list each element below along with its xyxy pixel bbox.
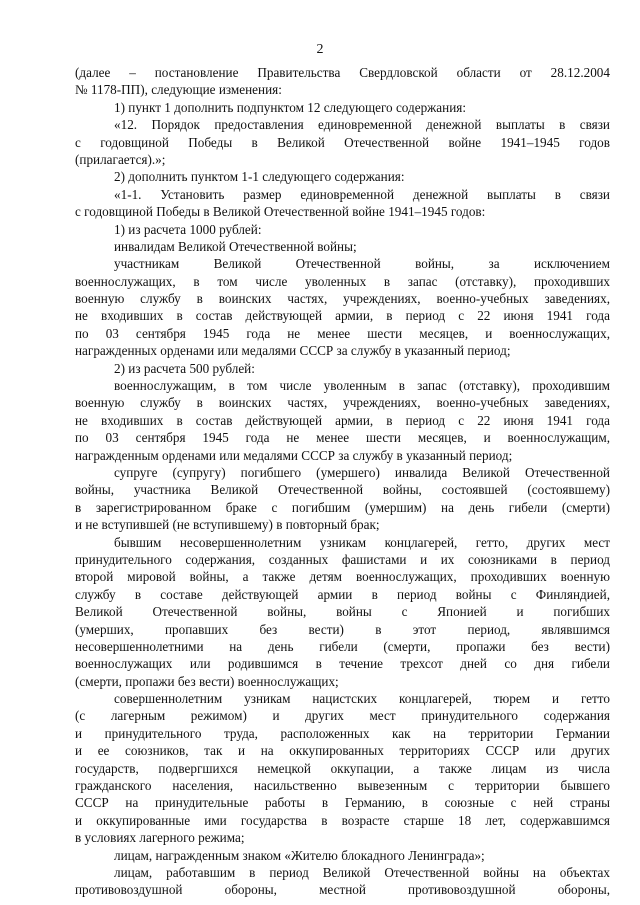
text-line: с годовщиной Победы в Великой Отечественной войне 1941–1945 годов	[75, 134, 610, 150]
text-line: военную службу в воинских частях, учреждениях, военно-учебных заведениях,	[75, 291, 610, 307]
text-line: по 03 сентября 1945 года не менее шести месяцев, и военнослужащих,	[75, 325, 610, 341]
text-line: Великой Отечественной войны, войны с Японией и погибших	[75, 604, 610, 620]
text-line: «1-1. Установить размер единовременной денежной выплаты в связи	[114, 186, 610, 202]
text-line: и принудительного труда, расположенных как на территории Германии	[75, 725, 610, 741]
text-line: не входивших в состав действующей армии, в период с 22 июня 1941 года	[75, 412, 610, 428]
text-line: военнослужащих или родившимся в течение трехсот дней со дня гибели	[75, 656, 610, 672]
text-line: 1) из расчета 1000 рублей:	[114, 221, 262, 237]
text-line: бывшим несовершеннолетним узникам концлагерей, гетто, других мест	[114, 534, 610, 550]
page-number: 2	[316, 42, 324, 57]
text-line: военнослужащим, в том числе уволенным в запас (отставку), проходившим	[114, 378, 610, 394]
text-line: службу в составе действующей армии в период войны с Финляндией,	[75, 586, 610, 602]
document-body	[75, 64, 610, 899]
text-line: и оккупированные ими государства в возрасте старше 18 лет, содержавшимся	[75, 812, 610, 828]
text-line: 2) из расчета 500 рублей:	[114, 360, 255, 376]
text-line: (умерших, пропавших без вести) в этот период, являвшимся	[75, 621, 610, 637]
text-line: участникам Великой Отечественной войны, за исключением	[114, 256, 610, 272]
text-line: несовершеннолетними на день гибели (смерти, пропажи без вести)	[75, 638, 610, 654]
text-line: принудительного содержания, созданных фашистами и их союзниками в период	[75, 551, 610, 567]
text-line: противовоздушной обороны, местной противовоздушной обороны,	[75, 882, 610, 898]
text-line: второй мировой войны, а также детям военнослужащих, проходивших военную	[75, 569, 610, 585]
text-line: (с лагерным режимом) и других мест принудительного содержания	[75, 708, 610, 724]
text-line: государств, подвергшихся немецкой оккупации, а также лицам из числа	[75, 760, 610, 776]
text-line: супруге (супругу) погибшего (умершего) инвалида Великой Отечественной	[114, 464, 610, 480]
text-line: совершеннолетним узникам нацистских концлагерей, тюрем и гетто	[114, 691, 610, 707]
text-line: лицам, награжденным знаком «Жителю блокадного Ленинграда»;	[114, 847, 485, 863]
text-line: и не вступившей (не вступившему) в повторный брак;	[75, 517, 380, 533]
text-line: в условиях лагерного режима;	[75, 830, 245, 846]
text-line: № 1178-ПП), следующие изменения:	[75, 82, 282, 98]
text-line: (прилагается).»;	[75, 151, 166, 167]
text-line: войны, участника Великой Отечественной войны, состоявшей (состоявшему)	[75, 482, 610, 498]
text-line: военную службу в воинских частях, учреждениях, военно-учебных заведениях,	[75, 395, 610, 411]
text-line: и ее союзников, так и на оккупированных территориях СССР или других	[75, 743, 610, 759]
text-line: 1) пункт 1 дополнить подпунктом 12 следующего содержания:	[114, 99, 466, 115]
text-line: не входивших в состав действующей армии, в период с 22 июня 1941 года	[75, 308, 610, 324]
text-line: (далее – постановление Правительства Свердловской области от 28.12.2004	[75, 65, 610, 80]
text-line: награжденных орденами или медалями СССР за службу в указанный период;	[75, 343, 511, 359]
text-line: лицам, работавшим в период Великой Отечественной войны на объектах	[114, 864, 610, 880]
text-line: инвалидам Великой Отечественной войны;	[114, 238, 357, 254]
text-line: «12. Порядок предоставления единовременной денежной выплаты в связи	[114, 117, 610, 133]
text-line: (смерти, пропажи без вести) военнослужащих;	[75, 673, 339, 689]
text-line: 2) дополнить пунктом 1-1 следующего содержания:	[114, 169, 405, 185]
text-line: награжденным орденами или медалями СССР за службу в указанный период;	[75, 447, 513, 463]
text-line: с годовщиной Победы в Великой Отечественной войне 1941–1945 годов:	[75, 204, 486, 220]
text-line: гражданского населения, насильственно вывезенным с территории бывшего	[75, 778, 610, 794]
text-line: по 03 сентября 1945 года не менее шести месяцев, и военнослужащим,	[75, 430, 610, 446]
text-line: в зарегистрированном браке с погибшим (умершим) на день гибели (смерти)	[75, 499, 610, 515]
text-line: военнослужащих, в том числе уволенных в запас (отставку), проходивших	[75, 273, 610, 289]
text-line: СССР на принудительные работы в Германию, в союзные с ней страны	[75, 795, 610, 811]
